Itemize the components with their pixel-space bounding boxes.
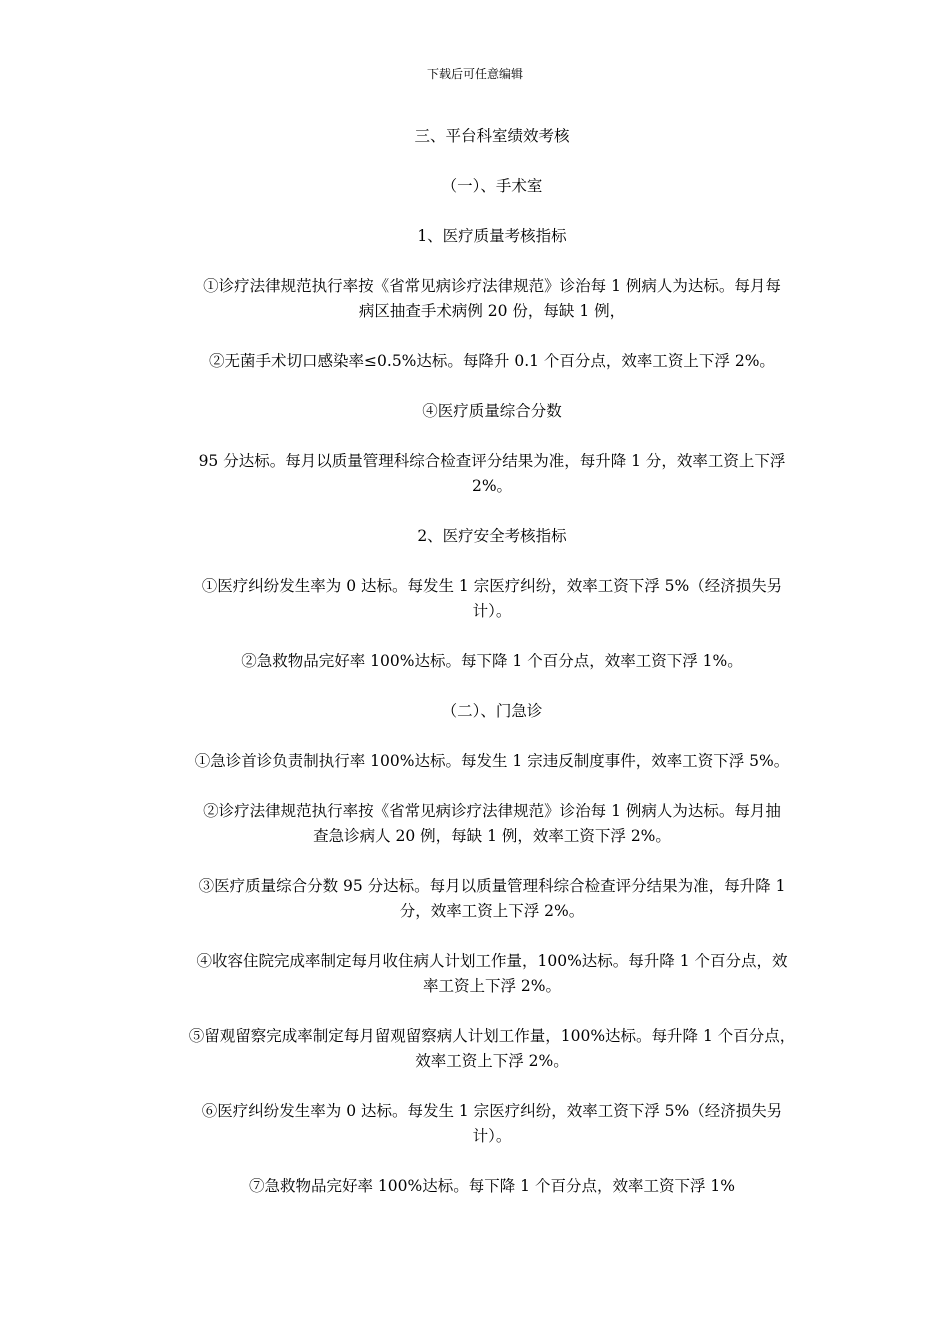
paragraph bbox=[175, 224, 809, 249]
paragraph-line: ④医疗质量综合分数 bbox=[422, 402, 562, 420]
paragraph-line: 计）。 bbox=[472, 1127, 512, 1145]
paragraph bbox=[175, 1174, 809, 1199]
paragraph-line: 率工资上下浮 2%。 bbox=[422, 977, 562, 995]
paragraph bbox=[175, 749, 809, 774]
download-note: 下载后可任意编辑 bbox=[426, 67, 523, 81]
paragraph-line: 查急诊病人 20 例，每缺 1 例，效率工资下浮 2%。 bbox=[313, 827, 671, 845]
paragraph-line: （一）、手术室 bbox=[441, 177, 543, 195]
paragraph bbox=[175, 699, 809, 724]
paragraph-line: ⑥医疗纠纷发生率为 0 达标。每发生 1 宗医疗纠纷，效率工资下浮 5%（经济损失另 bbox=[201, 1102, 783, 1120]
paragraph-line: ②无菌手术切口感染率≤0.5%达标。每降升 0.1 个百分点，效率工资上下浮 2%。 bbox=[209, 352, 775, 370]
paragraph-line: 分，效率工资上下浮 2%。 bbox=[399, 902, 585, 920]
paragraph-line: 效率工资上下浮 2%。 bbox=[415, 1052, 569, 1070]
paragraph-line: 2%。 bbox=[471, 477, 513, 495]
paragraph bbox=[175, 574, 809, 624]
paragraph bbox=[175, 524, 809, 549]
paragraph-line: ⑦急救物品完好率 100%达标。每下降 1 个百分点，效率工资下浮 1% bbox=[249, 1177, 735, 1195]
paragraph bbox=[175, 874, 809, 924]
paragraph bbox=[175, 1099, 809, 1149]
paragraph-line: 病区抽查手术病例 20 份，每缺 1 例， bbox=[358, 302, 626, 320]
paragraph bbox=[175, 949, 809, 999]
paragraph-line: ①医疗纠纷发生率为 0 达标。每发生 1 宗医疗纠纷，效率工资下浮 5%（经济损失另 bbox=[201, 577, 783, 595]
paragraph-line: 95 分达标。每月以质量管理科综合检查评分结果为准，每升降 1 分，效率工资上下浮 bbox=[198, 452, 786, 470]
paragraph-line: ②急救物品完好率 100%达标。每下降 1 个百分点，效率工资下浮 1%。 bbox=[241, 652, 743, 670]
paragraph bbox=[175, 1024, 809, 1074]
paragraph bbox=[175, 399, 809, 424]
paragraph bbox=[175, 274, 809, 324]
paragraph-line: 计）。 bbox=[472, 602, 512, 620]
paragraph bbox=[175, 124, 809, 149]
document-body bbox=[175, 124, 809, 1224]
paragraph-line: ⑤留观留察完成率制定每月留观留察病人计划工作量，100%达标。每升降 1 个百分点， bbox=[188, 1027, 796, 1045]
paragraph-line: ③医疗质量综合分数 95 分达标。每月以质量管理科综合检查评分结果为准，每升降 1 bbox=[198, 877, 786, 895]
paragraph-line: ②诊疗法律规范执行率按《省常见病诊疗法律规范》诊治每 1 例病人为达标。每月抽 bbox=[203, 802, 781, 820]
paragraph-line: 三、平台科室绩效考核 bbox=[414, 127, 570, 145]
paragraph-line: ①急诊首诊负责制执行率 100%达标。每发生 1 宗违反制度事件，效率工资下浮 5%。 bbox=[194, 752, 790, 770]
paragraph bbox=[175, 799, 809, 849]
paragraph-line: ①诊疗法律规范执行率按《省常见病诊疗法律规范》诊治每 1 例病人为达标。每月每 bbox=[203, 277, 781, 295]
paragraph bbox=[175, 349, 809, 374]
paragraph bbox=[175, 649, 809, 674]
paragraph-line: 2、医疗安全考核指标 bbox=[417, 527, 567, 545]
paragraph bbox=[175, 449, 809, 499]
paragraph-line: ④收容住院完成率制定每月收住病人计划工作量，100%达标。每升降 1 个百分点，效 bbox=[196, 952, 788, 970]
paragraph-line: （二）、门急诊 bbox=[441, 702, 543, 720]
paragraph-line: 1、医疗质量考核指标 bbox=[417, 227, 567, 245]
paragraph bbox=[175, 174, 809, 199]
